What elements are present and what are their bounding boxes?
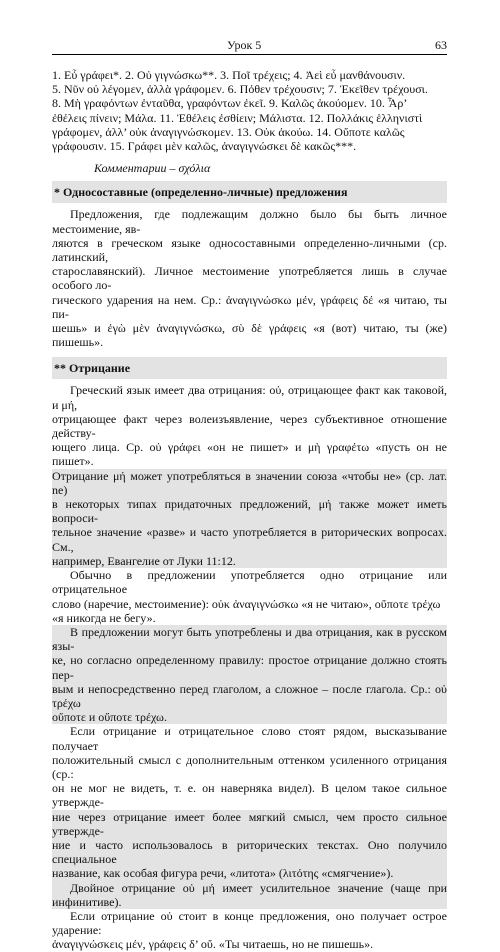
header-rule	[52, 54, 447, 55]
text-line: Если отрицание и отрицательное слово стоят рядом, высказывание получает	[52, 724, 447, 753]
text-line: Предложения, где подлежащим должно было бы быть личное местоимение, яв-	[52, 207, 447, 236]
lesson-title: Урок 5	[227, 38, 262, 52]
text-line: шешь» и ἐγὼ μὲν ἀναγιγνώσκω, σὺ δὲ γράφεις «я (вот) читаю, ты (же) пишешь».	[52, 321, 447, 350]
text-line: в некоторых типах придаточных предложений, μή также может иметь вопроси-	[52, 497, 447, 526]
text-line: ние и часто использовалось в риторических текстах. Оно получило специальное	[52, 837, 447, 867]
text-line: старославянский). Личное местоимение употребляется лишь в случае особого ло-	[52, 264, 447, 293]
page-content	[52, 68, 447, 952]
text-line: гического ударения на нем. Ср.: ἀναγιγνώσκω μέν, γράφεις δέ «я читаю, ты пи-	[52, 292, 447, 321]
page-number: 63	[435, 38, 447, 52]
exercise-line: 1. Εὖ γράφει*. 2. Οὐ γιγνώσκω**. 3. Ποῖ τρέχεις; 4. Ἀεὶ εὖ μανθάνουσιν.	[52, 68, 406, 82]
running-header	[52, 37, 447, 55]
text-line: тельное значение «разве» и часто употребляется в риторических вопросах. См.,	[52, 525, 447, 554]
section-heading-band	[52, 357, 447, 379]
text-line: например, Евангелие от Луки 11:12.	[52, 554, 447, 568]
section-heading-band	[52, 181, 447, 203]
exercise-line: ἐθέλεις πίνειν; Μάλα. 11. Ἐθέλεις ἐσθίειν; Μάλιστα. 12. Πολλάκις ἑλληνιστὶ	[52, 110, 423, 125]
exercise-line: 5. Νῦν οὐ λέγομεν, ἀλλὰ γράφομεν. 6. Πόθεν τρέχουσιν; 7. Ἐκεῖθεν τρέχουσι.	[52, 82, 428, 97]
section-heading: ** Отрицание	[54, 361, 131, 376]
text-line: ἀναγιγνώσκεις μέν, γράφεις δ’ οὔ. «Ты читаешь, но не пишешь».	[52, 937, 374, 952]
text-line: название, как особая фигура речи, «литота» (λιτότης «смягчение»).	[52, 866, 447, 880]
text-line: положительный смысл с дополнительным оттенком усиленного отрицания (ср.:	[52, 752, 447, 781]
text-line: Двойное отрицание οὐ μή имеет усилительное значение (чаще при инфинитиве).	[52, 880, 447, 909]
exercise-line: γράφουσιν. 15. Γράφει μὲν καλῶς, ἀναγιγνώσκει δὲ κακῶς***.	[52, 139, 357, 154]
section2-body	[52, 383, 447, 951]
text-line: ляются в греческом языке односоставными определенно-личными (ср. латинский,	[52, 235, 447, 265]
text-line: ние через отрицание имеет более мягкий смысл, чем просто сильное утвержде-	[52, 809, 447, 838]
text-line: Отрицание μή может употребляться в значении союза «чтобы не» (ср. лат. ne)	[52, 468, 447, 497]
section-heading: * Односоставные (определенно-личные) предложения	[54, 185, 348, 200]
text-line: вым и непосредственно перед глаголом, а сложное – после глагола. Ср.: οὐ τρέχω	[52, 681, 447, 710]
exercise-text	[52, 68, 447, 153]
text-line: он не мог не видеть, т. е. он наверняка видел). В целом такое сильное утвержде-	[52, 781, 447, 810]
text-line: Обычно в предложении употребляется одно отрицание или отрицательное	[52, 568, 447, 597]
text-line: Если отрицание οὐ стоит в конце предложения, оно получает острое ударение:	[52, 908, 447, 938]
exercise-line: γράφομεν, ἀλλ’ οὐκ ἀναγιγνώσκομεν. 13. Οὐκ ἀκούω. 14. Οὔποτε καλῶς	[52, 124, 405, 139]
text-line: отрицающее факт через волеизъявление, через субъективное отношение действу-	[52, 411, 447, 441]
text-line: ющего лица. Ср. οὐ γράφει «он не пишет» и μὴ γραφέτω «пусть он не пишет».	[52, 440, 447, 469]
text-line: слово (наречие, местоимение): οὐκ ἀναγιγνώσκω «я не читаю», οὔποτε τρέχω	[52, 596, 441, 611]
section1-body	[52, 207, 447, 349]
text-line: «я никогда не бегу».	[52, 610, 156, 625]
commentary-label: Комментарии – σχόλια	[94, 161, 211, 176]
text-line: Греческий язык имеет два отрицания: οὐ, отрицающее факт как таковой, и μή,	[52, 383, 447, 412]
text-line: οὔποτε и οὔποτε τρέχω.	[52, 710, 447, 724]
text-line: В предложении могут быть употреблены и два отрицания, как в русском язы-	[52, 624, 447, 654]
text-line: ке, но согласно определенному правилу: простое отрицание должно стоять пер-	[52, 653, 447, 682]
exercise-line: 8. Μὴ γραφόντων ἐνταῦθα, γραφόντων ἐκεῖ. 9. Καλῶς ἀκούομεν. 10. Ἆρ’	[52, 96, 408, 111]
